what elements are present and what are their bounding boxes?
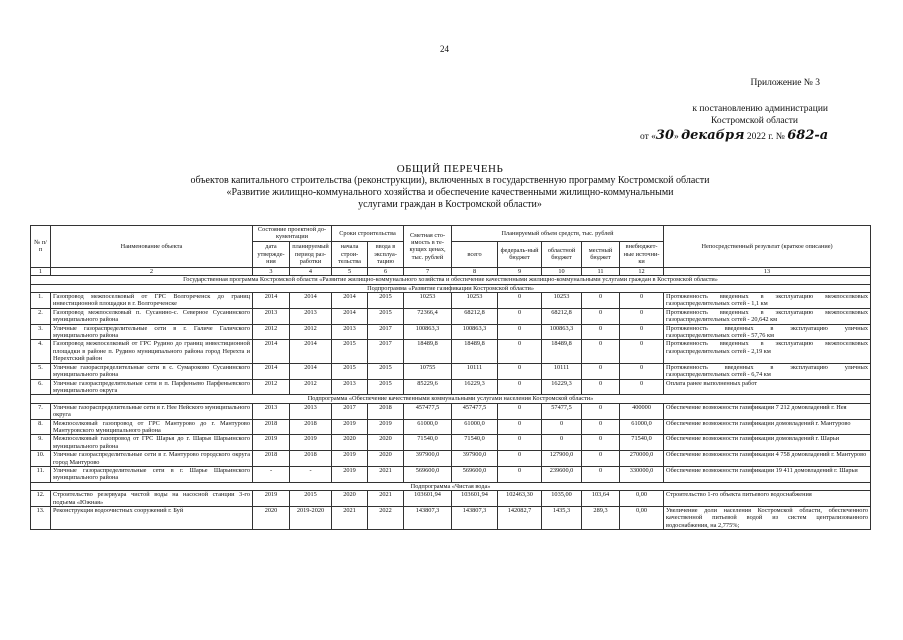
approval-date: 2012 [253,379,290,395]
local-budget: 0 [582,379,620,395]
table-row [31,451,871,467]
total-funds: 569600,0 [452,466,498,482]
federal-budget: 102463,30 [498,491,542,507]
commission-year: 2021 [368,491,404,507]
planned-period: 2013 [290,308,332,324]
start-year: 2020 [332,491,368,507]
header-federal: федераль-ный бюджет [498,241,542,267]
regional-budget: 127900,0 [542,451,582,467]
commission-year: 2015 [368,379,404,395]
local-budget: 0 [582,403,620,419]
estimate-cost: 10253 [404,293,452,309]
estimate-cost: 143807,3 [404,507,452,530]
date-year: 2022 г. № [744,132,788,142]
regional-budget: 0 [542,419,582,435]
planned-period: 2018 [290,451,332,467]
federal-budget: 0 [498,379,542,395]
header-planned-period: планируемый период раз-работки [290,241,332,267]
regional-budget: 68212,8 [542,308,582,324]
handwritten-month: декабря [681,128,745,143]
estimate-cost: 103601,94 [404,491,452,507]
estimate-cost: 85229,6 [404,379,452,395]
object-name: Уличные газораспределительные сети в г. Мантурово городского округа город Мантурово [51,451,253,467]
federal-budget: 0 [498,435,542,451]
extra-budget: 270000,0 [620,451,664,467]
planned-period: 2018 [290,419,332,435]
header-num: № п/п [31,226,51,268]
local-budget: 0 [582,363,620,379]
row-number: 7. [31,403,51,419]
commission-year: 2017 [368,340,404,363]
planned-period: 2015 [290,491,332,507]
header-commissioning: ввода в эксплуа-тацию [368,241,404,267]
planned-period: 2014 [290,340,332,363]
extra-budget: 0 [620,293,664,309]
approval-date: 2014 [253,340,290,363]
regional-budget: 239600,0 [542,466,582,482]
commission-year: 2020 [368,451,404,467]
date-prefix: от « [640,132,656,142]
header-total: всего [452,241,498,267]
local-budget: 0 [582,435,620,451]
total-funds: 61000,0 [452,419,498,435]
result-description: Обеспечение возможности газификации 7 212 домовладений г. Нея [664,403,871,419]
subprogram-communal: Подпрограмма «Обеспечение качественными коммунальными услугами населения Костромской области» [31,395,871,403]
title-line-2: объектов капитального строительства (реконструкции), включенных в государственную программу Костромской области [190,175,710,186]
object-name: Газопровод межпоселковый от ГРС Волгореченск до границ инвестиционной площадки в г. Волгореченске [51,293,253,309]
header-regional: областной бюджет [542,241,582,267]
regional-budget: 1435,3 [542,507,582,530]
extra-budget: 330000,0 [620,466,664,482]
start-year: 2021 [332,507,368,530]
extra-budget: 400000 [620,403,664,419]
federal-budget: 0 [498,403,542,419]
start-year: 2017 [332,403,368,419]
approval-date: 2014 [253,363,290,379]
column-number: 5 [332,267,368,275]
local-budget: 0 [582,293,620,309]
table-row [31,403,871,419]
extra-budget: 0 [620,379,664,395]
commission-year: 2017 [368,324,404,340]
header-start: начала строи-тельства [332,241,368,267]
start-year: 2020 [332,435,368,451]
estimate-cost: 397900,0 [404,451,452,467]
regional-budget: 16229,3 [542,379,582,395]
approval-date: 2013 [253,308,290,324]
header-planned-funds: Планируемый объем средств, тыс. рублей [452,226,664,242]
total-funds: 397900,0 [452,451,498,467]
appendix-date-line [640,128,830,143]
row-number: 11. [31,466,51,482]
result-description: Обеспечение возможности газификации 19 411 домовладений г. Шарьи [664,466,871,482]
regional-budget: 1035,00 [542,491,582,507]
commission-year: 2019 [368,419,404,435]
local-budget: 0 [582,451,620,467]
extra-budget: 0 [620,363,664,379]
estimate-cost: 18489,8 [404,340,452,363]
start-year: 2014 [332,308,368,324]
estimate-cost: 100863,3 [404,324,452,340]
planned-period: - [290,466,332,482]
planned-period: 2012 [290,379,332,395]
result-description: Обеспечение возможности газификации 4 758 домовладений г. Мантурово [664,451,871,467]
total-funds: 18489,8 [452,340,498,363]
result-description: Обеспечение возможности газификации домовладений г. Мантурово [664,419,871,435]
regional-budget: 10253 [542,293,582,309]
start-year: 2014 [332,293,368,309]
approval-date: 2018 [253,419,290,435]
federal-budget: 0 [498,308,542,324]
local-budget: 103,64 [582,491,620,507]
local-budget: 289,3 [582,507,620,530]
header-approval-date: дата утвержде-ния [253,241,290,267]
table-row [31,308,871,324]
total-funds: 100863,3 [452,324,498,340]
title-line-4: услугами граждан в Костромской области» [358,199,542,210]
table-row [31,466,871,482]
header-result: Непосредственный результат (краткое описание) [664,226,871,268]
commission-year: 2021 [368,466,404,482]
object-name: Уличные газораспределительные сети в г. Нее Нейского муниципального округа [51,403,253,419]
object-name: Уличные газораспределительные сети в п. Парфеньево Парфеньевского муниципального округа [51,379,253,395]
estimate-cost: 569600,0 [404,466,452,482]
date-mid: » [674,132,682,142]
federal-budget: 0 [498,466,542,482]
total-funds: 71540,0 [452,435,498,451]
start-year: 2019 [332,419,368,435]
row-number: 13. [31,507,51,530]
subprogram-water: Подпрограмма «Чистая вода» [31,482,871,490]
result-description: Обеспечение возможности газификации домовладений г. Шарьи [664,435,871,451]
header-local: местный бюджет [582,241,620,267]
table-row [31,435,871,451]
table-row [31,507,871,530]
title-line-3: «Развитие жилищно-коммунального хозяйства и обеспечение качественными жилищно-коммунальными [226,187,674,198]
table-row [31,293,871,309]
objects-table [30,225,871,530]
extra-budget: 0 [620,308,664,324]
result-description: Протяженность введенных в эксплуатацию межпоселковых газораспределительных сетей - 20,642 км [664,308,871,324]
header-design-state: Состояние проектной до-кументации [253,226,332,242]
column-number: 9 [498,267,542,275]
approval-date: 2019 [253,435,290,451]
table-row [31,491,871,507]
total-funds: 143807,3 [452,507,498,530]
federal-budget: 0 [498,419,542,435]
column-number: 7 [404,267,452,275]
object-name: Газопровод межпоселковый от ГРС Рудино до границ инвестиционной площадки в районе п. Рудино муниципального района город Нерехта и Нерехтский район [51,340,253,363]
result-description: Протяженность введенных в эксплуатацию межпоселковых газораспределительных сетей - 2,19 км [664,340,871,363]
handwritten-number: 682-а [787,128,829,143]
object-name: Уличные газораспределительные сети в г. Галиче Галичского муниципального района [51,324,253,340]
row-number: 2. [31,308,51,324]
object-name: Уличные газораспределительные сети в г. Шарье Шарьинского муниципального района [51,466,253,482]
column-number: 3 [253,267,290,275]
total-funds: 10111 [452,363,498,379]
regional-budget: 10111 [542,363,582,379]
total-funds: 68212,8 [452,308,498,324]
federal-budget: 0 [498,293,542,309]
program-title: Государственная программа Костромской области «Развитие жилищно-коммунального хозяйства и обеспечение качественными жилищно-коммунальными услугами граждан в Костромской области» [31,276,871,284]
result-description: Протяженность введенных в эксплуатацию уличных газораспределительных сетей - 57,76 км [664,324,871,340]
page-number: 24 [440,44,449,54]
approval-date: - [253,466,290,482]
start-year: 2015 [332,363,368,379]
column-number: 4 [290,267,332,275]
column-number: 8 [452,267,498,275]
planned-period: 2012 [290,324,332,340]
object-name: Межпоселковый газопровод от ГРС Мантурово до г. Мантурово Мантуровского муниципального района [51,419,253,435]
column-number: 1 [31,267,51,275]
federal-budget: 0 [498,324,542,340]
start-year: 2019 [332,451,368,467]
commission-year: 2015 [368,293,404,309]
regional-budget: 18489,8 [542,340,582,363]
table-row [31,324,871,340]
federal-budget: 0 [498,340,542,363]
total-funds: 457477,5 [452,403,498,419]
start-year: 2015 [332,340,368,363]
table-row [31,419,871,435]
result-description: Протяженность введенных в эксплуатацию уличных газораспределительных сетей - 6,74 км [664,363,871,379]
planned-period: 2019 [290,435,332,451]
planned-period: 2014 [290,293,332,309]
regional-budget: 100863,3 [542,324,582,340]
object-name: Уличные газораспределительные сети в с. Сумароково Сусанинского муниципального района [51,363,253,379]
object-name: Газопровод межпоселковый п. Сусанино-с. Северное Сусанинского муниципального района [51,308,253,324]
result-description: Строительство 1-го объекта питьевого водоснабжения [664,491,871,507]
document-title [150,163,750,211]
extra-budget: 71540,0 [620,435,664,451]
table-row [31,363,871,379]
federal-budget: 0 [498,451,542,467]
approval-date: 2013 [253,403,290,419]
local-budget: 0 [582,308,620,324]
total-funds: 10253 [452,293,498,309]
column-number: 6 [368,267,404,275]
start-year: 2019 [332,466,368,482]
regional-budget: 57477,5 [542,403,582,419]
approval-date: 2020 [253,507,290,530]
extra-budget: 0,00 [620,507,664,530]
row-number: 6. [31,379,51,395]
commission-year: 2015 [368,308,404,324]
planned-period: 2014 [290,363,332,379]
object-name: Реконструкция водоочистных сооружений г. Буй [51,507,253,530]
federal-budget: 142082,7 [498,507,542,530]
start-year: 2013 [332,324,368,340]
local-budget: 0 [582,419,620,435]
column-numbers-row [31,267,871,275]
commission-year: 2020 [368,435,404,451]
approval-date: 2012 [253,324,290,340]
row-number: 4. [31,340,51,363]
appendix-admin: Костромской области [711,116,798,126]
header-construction-terms: Сроки строительства [332,226,404,242]
estimate-cost: 71540,0 [404,435,452,451]
title-line-1: ОБЩИЙ ПЕРЕЧЕНЬ [396,163,504,175]
row-number: 12. [31,491,51,507]
row-number: 10. [31,451,51,467]
planned-period: 2019-2020 [290,507,332,530]
commission-year: 2015 [368,363,404,379]
row-number: 5. [31,363,51,379]
column-number: 12 [620,267,664,275]
header-extra: внебюджет-ные источни-ки [620,241,664,267]
object-name: Межпоселковый газопровод от ГРС Шарья до г. Шарья Шарьинского муниципального района [51,435,253,451]
result-description: Оплата ранее выполненных работ [664,379,871,395]
regional-budget: 0 [542,435,582,451]
commission-year: 2022 [368,507,404,530]
column-number: 13 [664,267,871,275]
table-row [31,379,871,395]
local-budget: 0 [582,466,620,482]
federal-budget: 0 [498,363,542,379]
appendix-title: Приложение № 3 [750,78,820,88]
commission-year: 2018 [368,403,404,419]
row-number: 3. [31,324,51,340]
estimate-cost: 10755 [404,363,452,379]
header-estimate: Сметная сто-имость в те-кущих ценах, тыс. рублей [404,226,452,268]
object-name: Строительство резервуара чистой воды на насосной станции 3-го подъема «Южная» [51,491,253,507]
approval-date: 2019 [253,491,290,507]
approval-date: 2014 [253,293,290,309]
header-name: Наименование объекта [51,226,253,268]
column-number: 2 [51,267,253,275]
total-funds: 103601,94 [452,491,498,507]
appendix-resolution: к постановлению администрации [692,104,828,114]
result-description: Увеличение доли населения Костромской области, обеспеченного качественной питьевой водой из систем централизованного водоснабжения, на 2,775%; [664,507,871,530]
subprogram-gas: Подпрограмма «Развитие газификации Костромской области» [31,284,871,292]
start-year: 2013 [332,379,368,395]
handwritten-day: 30 [655,128,674,143]
table-row [31,340,871,363]
estimate-cost: 457477,5 [404,403,452,419]
extra-budget: 0 [620,340,664,363]
approval-date: 2018 [253,451,290,467]
estimate-cost: 72366,4 [404,308,452,324]
result-description: Протяженность введенных в эксплуатацию межпоселковых газораспределительных сетей - 1,1 км [664,293,871,309]
extra-budget: 61000,0 [620,419,664,435]
total-funds: 16229,3 [452,379,498,395]
row-number: 8. [31,419,51,435]
extra-budget: 0,00 [620,491,664,507]
row-number: 1. [31,293,51,309]
extra-budget: 0 [620,324,664,340]
column-number: 11 [582,267,620,275]
local-budget: 0 [582,324,620,340]
planned-period: 2013 [290,403,332,419]
column-number: 10 [542,267,582,275]
local-budget: 0 [582,340,620,363]
row-number: 9. [31,435,51,451]
estimate-cost: 61000,0 [404,419,452,435]
